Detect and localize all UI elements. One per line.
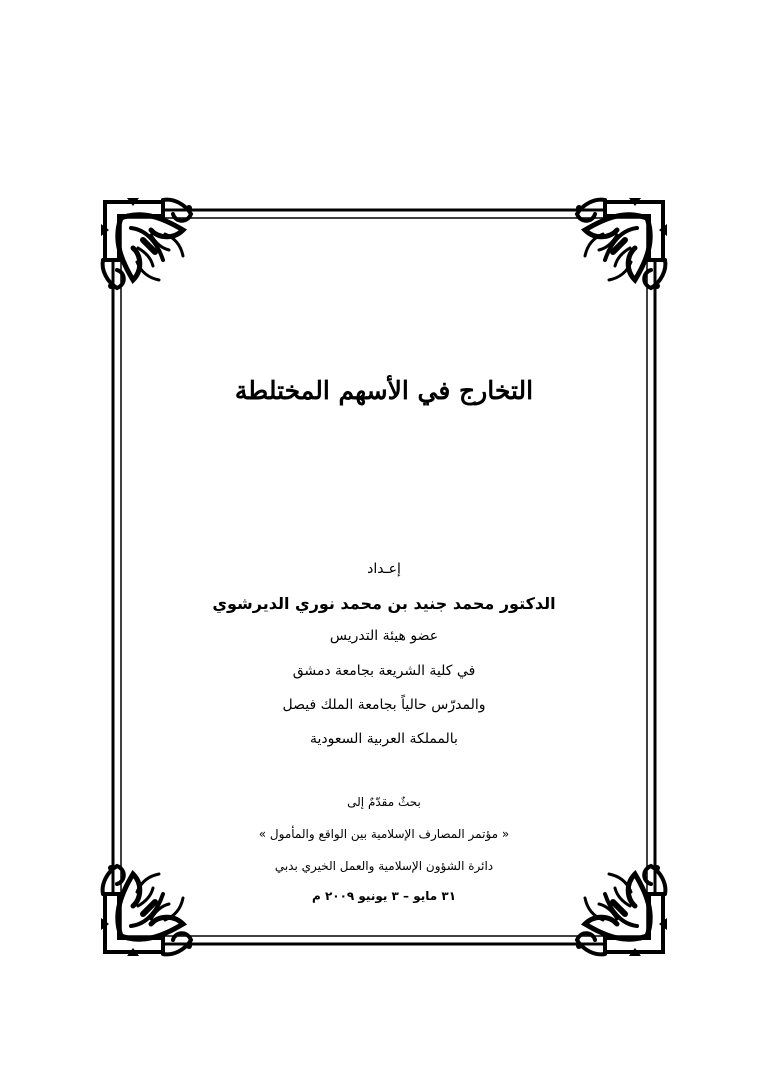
author-faculty: في كلية الشريعة بجامعة دمشق: [292, 663, 476, 679]
author-name: الدكتور محمد جنيد بن محمد نوري الديرشوي: [212, 594, 556, 613]
document-title: التخارج في الأسهم المختلطة: [234, 376, 534, 405]
corner-ornament-top-left: [101, 198, 192, 289]
author-rank: عضو هيئة التدريس: [329, 628, 439, 644]
corner-ornament-bottom-left: [101, 865, 192, 956]
paper-presented-to: بحثٌ مقدّمٌ إلى: [347, 795, 421, 809]
corner-ornament-top-right: [576, 198, 667, 289]
author-country: بالمملكة العربية السعودية: [310, 731, 458, 747]
conference-organizer: دائرة الشؤون الإسلامية والعمل الخيري بدبي: [274, 859, 494, 873]
conference-name: « مؤتمر المصارف الإسلامية بين الواقع والمأمول »: [258, 827, 510, 841]
conference-date: ٣١ مايو – ٣ يونيو ٢٠٠٩ م: [311, 889, 457, 903]
corner-ornament-bottom-right: [576, 865, 667, 956]
author-current-position: والمدرّس حالياً بجامعة الملك فيصل: [282, 697, 486, 713]
prepared-by-label: إعـداد: [367, 561, 401, 577]
